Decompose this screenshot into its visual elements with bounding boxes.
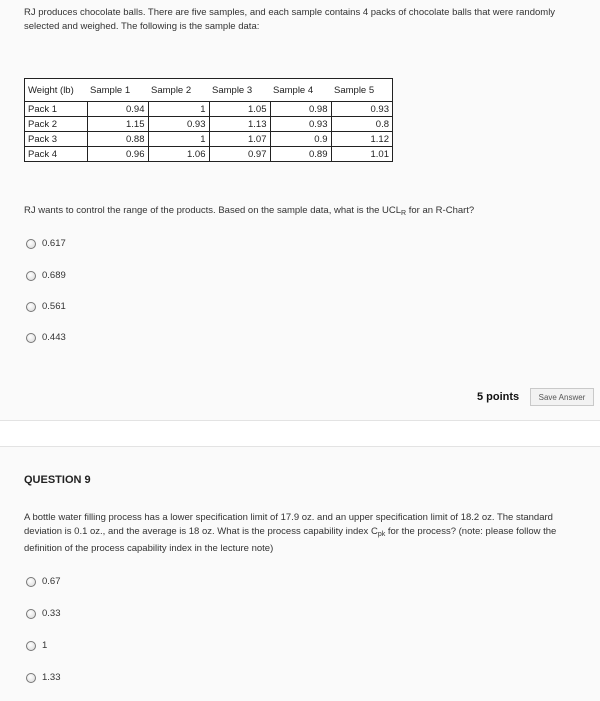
radio-button[interactable] (26, 333, 36, 343)
option-label: 0.33 (42, 608, 61, 619)
q9-option-4[interactable] (26, 672, 61, 683)
option-label: 1.33 (42, 672, 61, 683)
radio-button[interactable] (26, 609, 36, 619)
q9-option-1[interactable] (26, 576, 61, 587)
option-label: 0.67 (42, 576, 61, 587)
table-cell: 1.15 (87, 117, 148, 132)
table-cell: 1.06 (148, 147, 209, 162)
prompt-text: A bottle water filling process has a lower specification limit of 17.9 oz. and an upper specification limit of 18.2 oz. The standard deviation is 0.1 oz., and the average is 18 oz. What is the process capability index C (24, 512, 553, 537)
q8-option-4[interactable] (26, 332, 66, 343)
row-label: Pack 2 (25, 117, 88, 132)
prompt-text: RJ wants to control the range of the products. Based on the sample data, what is the UCL (24, 205, 402, 216)
table-cell: 1.12 (331, 132, 393, 147)
prompt-text-end: for the process? (note: please follow the definition of the process capability index in the lecture note) (24, 526, 557, 554)
radio-button[interactable] (26, 673, 36, 683)
table-header-cell: Sample 2 (148, 79, 209, 102)
row-label: Pack 4 (25, 147, 88, 162)
table-row (25, 117, 393, 132)
table-header-cell: Sample 1 (87, 79, 148, 102)
radio-button[interactable] (26, 239, 36, 249)
q8-option-2[interactable] (26, 270, 66, 281)
table-row (25, 102, 393, 117)
table-cell: 0.9 (270, 132, 331, 147)
option-label: 1 (42, 640, 48, 651)
table-row (25, 132, 393, 147)
table-cell: 1.13 (209, 117, 270, 132)
q9-option-2[interactable] (26, 608, 61, 619)
table-cell: 0.93 (331, 102, 393, 117)
table-cell: 0.94 (87, 102, 148, 117)
prompt-text-end: for an R-Chart? (406, 205, 475, 216)
option-label: 0.561 (42, 301, 66, 312)
table-cell: 0.96 (87, 147, 148, 162)
table-header-cell: Sample 3 (209, 79, 270, 102)
row-label: Pack 1 (25, 102, 88, 117)
table-header-cell: Sample 4 (270, 79, 331, 102)
table-cell: 0.98 (270, 102, 331, 117)
option-label: 0.443 (42, 332, 66, 343)
radio-button[interactable] (26, 577, 36, 587)
table-header-cell: Sample 5 (331, 79, 393, 102)
table-cell: 1 (148, 102, 209, 117)
q8-option-3[interactable] (26, 301, 66, 312)
table-row (25, 147, 393, 162)
radio-button[interactable] (26, 302, 36, 312)
q9-option-3[interactable] (26, 640, 47, 651)
question-9-title: QUESTION 9 (24, 474, 91, 486)
points-label: 5 points (477, 391, 520, 403)
table-header-row (25, 79, 393, 102)
row-label: Pack 3 (25, 132, 88, 147)
sample-data-table (24, 78, 393, 162)
table-cell: 0.89 (270, 147, 331, 162)
q8-option-1[interactable] (26, 238, 66, 249)
radio-button[interactable] (26, 641, 36, 651)
radio-button[interactable] (26, 271, 36, 281)
table-cell: 0.93 (270, 117, 331, 132)
table-cell: 1 (148, 132, 209, 147)
table-cell: 0.8 (331, 117, 393, 132)
table-cell: 0.93 (148, 117, 209, 132)
table-cell: 0.88 (87, 132, 148, 147)
prompt-subscript: pk (377, 531, 386, 538)
table-cell: 1.07 (209, 132, 270, 147)
prompt-subscript: R (401, 210, 407, 217)
table-cell: 1.05 (209, 102, 270, 117)
table-cell: 0.97 (209, 147, 270, 162)
question-9-prompt (24, 511, 580, 556)
table-cell: 1.01 (331, 147, 393, 162)
question-8-prompt (24, 204, 580, 221)
table-header-cell: Weight (lb) (25, 79, 88, 102)
save-answer-button[interactable]: Save Answer (530, 388, 594, 406)
option-label: 0.617 (42, 238, 66, 249)
question-8-intro: RJ produces chocolate balls. There are five samples, and each sample contains 4 packs of chocolate balls that were randomly selected and weighed. The following is the sample data: (24, 7, 556, 32)
option-label: 0.689 (42, 270, 66, 281)
